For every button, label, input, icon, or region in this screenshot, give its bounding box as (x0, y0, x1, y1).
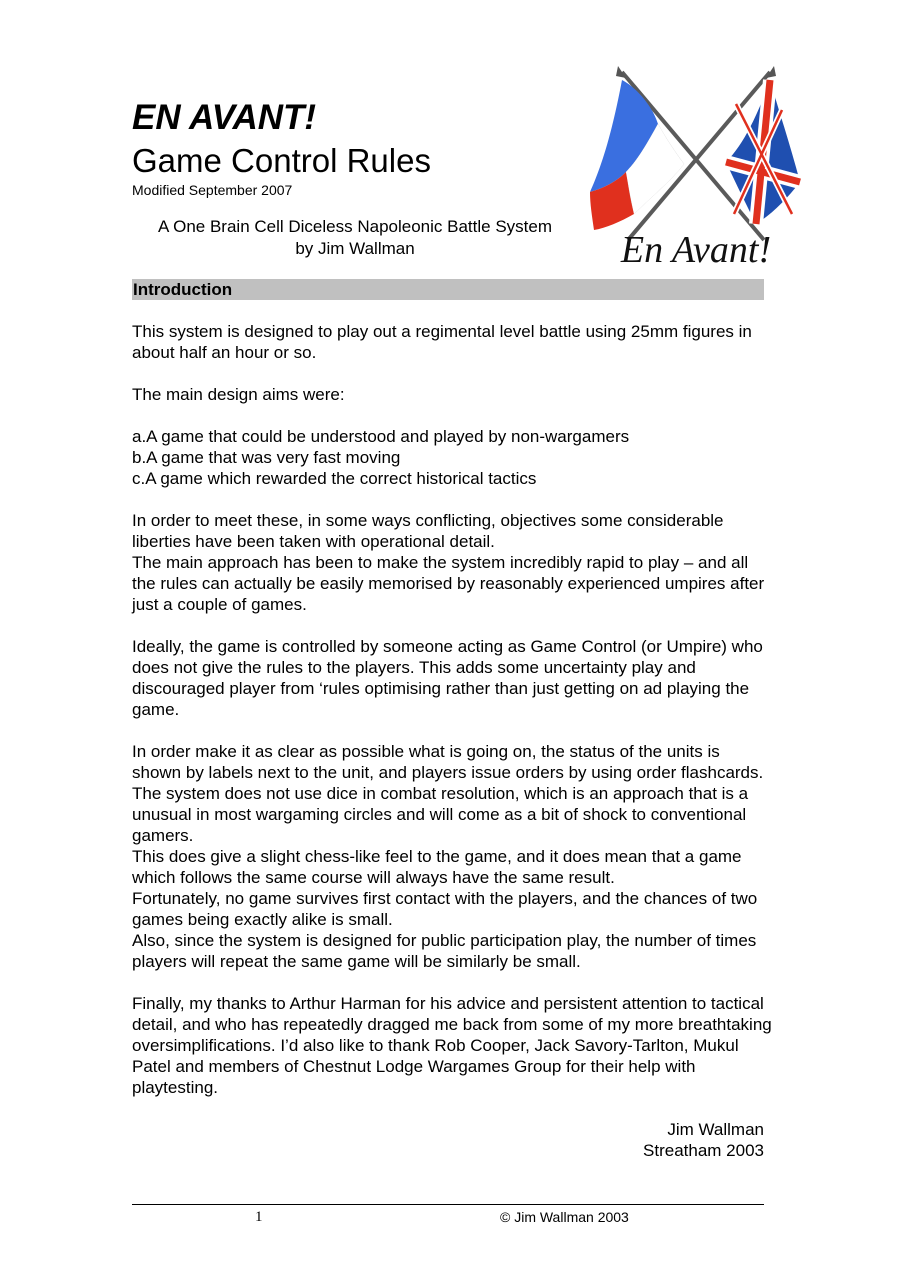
page-number: 1 (255, 1209, 263, 1225)
intro-sentence: This does give a slight chess-like feel to the game, and it does mean that a game which follows the same course will always have the same result. (132, 847, 742, 887)
document-title: EN AVANT! (132, 98, 317, 137)
intro-paragraph (132, 741, 772, 972)
signoff-place: Streatham 2003 (643, 1141, 764, 1160)
document-subtitle: Game Control Rules (132, 142, 431, 179)
intro-paragraph: Ideally, the game is controlled by someone acting as Game Control (or Umpire) who does not give the rules to the players. This adds some uncertainty play and discouraged player from ‘rules optimising rather than just getting on ad playing the game. (132, 637, 763, 719)
introduction-body (132, 321, 772, 1119)
tagline-author: by Jim Wallman (295, 239, 415, 258)
list-item: a.A game that could be understood and played by non-wargamers (132, 427, 630, 446)
modified-date: Modified September 2007 (132, 182, 293, 198)
footer-divider (132, 1204, 764, 1205)
intro-sentence: In order to meet these, in some ways conflicting, objectives some considerable liberties have been taken with operational detail. (132, 511, 724, 551)
intro-sentence: The main approach has been to make the system incredibly rapid to play – and all the rules can actually be easily memorised by reasonably experienced umpires after just a couple of games. (132, 553, 765, 614)
intro-sentence: Fortunately, no game survives first contact with the players, and the chances of two games being exactly alike is small. (132, 889, 758, 929)
intro-paragraph (132, 510, 772, 615)
list-item: c.A game which rewarded the correct historical tactics (132, 469, 537, 488)
intro-paragraph: The main design aims were: (132, 385, 345, 404)
design-aims-list (132, 426, 772, 489)
intro-sentence: Also, since the system is designed for public participation play, the number of times players will repeat the same game will be similarly be small. (132, 931, 757, 971)
french-flag (590, 80, 684, 230)
intro-paragraph: This system is designed to play out a regimental level battle using 25mm figures in about half an hour or so. (132, 322, 752, 362)
intro-sentence: In order make it as clear as possible what is going on, the status of the units is shown by labels next to the unit, and players issue orders by using order flashcards. The system does not use dice in combat resolution, which is an approach that is a unusual in most wargaming circles and will come as a bit of shock to conventional gamers. (132, 742, 764, 845)
tagline-system: A One Brain Cell Diceless Napoleonic Battle System (157, 217, 552, 236)
signoff (500, 1119, 764, 1161)
logo-text: En Avant! (620, 229, 772, 271)
footer-copyright: © Jim Wallman 2003 (500, 1209, 629, 1225)
union-flag (726, 80, 800, 224)
tagline (132, 216, 578, 260)
list-item: b.A game that was very fast moving (132, 448, 401, 467)
signoff-name: Jim Wallman (667, 1120, 764, 1139)
intro-paragraph: Finally, my thanks to Arthur Harman for his advice and persistent attention to tactical detail, and who has repeatedly dragged me back from some of my more breathtaking oversimplifications. I’d also like to thank Rob Cooper, Jack Savory-Tarlton, Mukul Patel and members of Chestnut Lodge Wargames Group for their help with playtesting. (132, 994, 772, 1097)
crossed-flags-logo (586, 64, 806, 274)
section-heading-introduction: Introduction (132, 279, 764, 300)
